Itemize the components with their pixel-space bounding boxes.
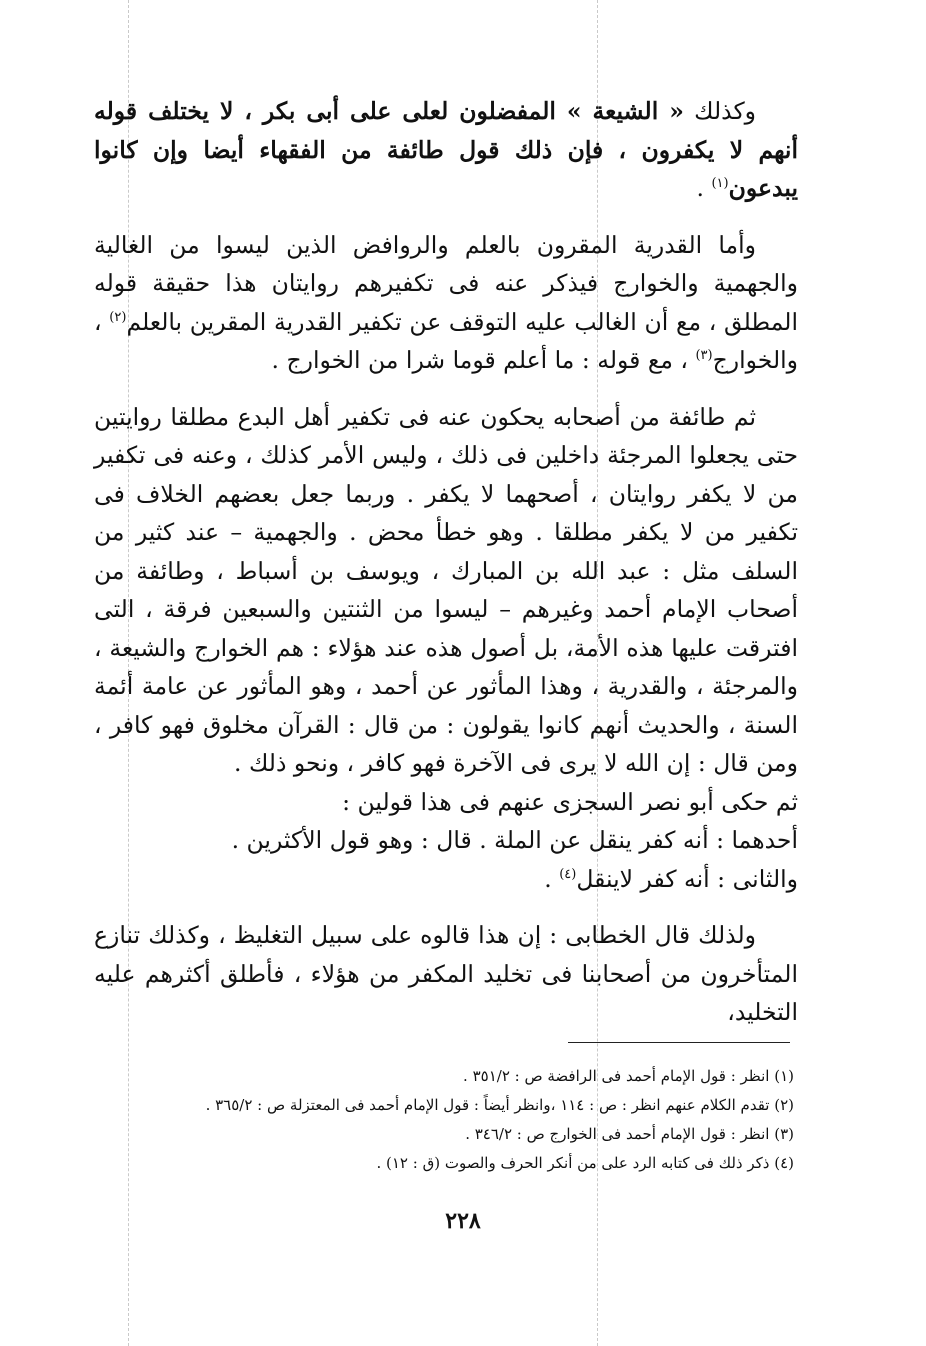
- footnote-ref-2[interactable]: (٢): [109, 309, 127, 325]
- footnote-ref-3[interactable]: (٣): [695, 348, 713, 364]
- paragraph-2-text-c: ، مع قوله : ما أعلم قوما شرا من الخوارج .: [271, 346, 696, 374]
- footnote-ref-1[interactable]: (١): [711, 176, 729, 192]
- paragraph-4-line-1: ثم حكى أبو نصر السجزى عنهم فى هذا قولين :: [342, 787, 798, 816]
- page-number: ٢٢٨: [445, 1208, 481, 1234]
- paragraph-5-text: ولذلك قال الخطابى : إن هذا قالوه على سبيل التغليظ ، وكذلك تنازع المتأخرون من أصحابنا فى تخليد المكفر من هؤلاء ، فأطلق أكثرهم عليه التخليد،: [94, 921, 798, 1026]
- paragraph-2: [94, 226, 798, 380]
- footnotes: [94, 1062, 794, 1178]
- paragraph-5: [94, 916, 798, 1032]
- paragraph-4: [94, 783, 798, 899]
- footnote-divider: [568, 1042, 790, 1043]
- main-text: [94, 92, 798, 1050]
- paragraph-1-tail: .: [696, 174, 712, 202]
- paragraph-4-line-2: أحدهما : أنه كفر ينقل عن الملة . قال : وهو قول الأكثرين .: [231, 826, 798, 854]
- paragraph-3-text: ثم طائفة من أصحابه يحكون عنه فى تكفير أهل البدع مطلقا روايتين حتى يجعلوا المرجئة داخلين فى ذلك ، وليس الأمر كذلك ، وعنه فى تكفير من لا يكفر روايتان ، أصحهما لا يكفر . وربما جعل بعضهم الخلاف فى تكفير من لا يكفر مطلقا . وهو خطأ محض . والجهمية – عند كثير من السلف مثل : عبد الله بن المبارك ، ويوسف بن أسباط ، وطائفة من أصحاب الإمام أحمد وغيرهم – ليسوا من الثنتين والسبعين فرقة ، التى افترقت عليها هذه الأمة، بل أصول هذه عند هؤلاء : هم الخوارج والشيعة ، والمرجئة ، والقدرية ، وهذا المأثور عن أحمد ، وهو المأثور عن عامة أئمة السنة ، والحديث أنهم كانوا يقولون : من قال : القرآن مخلوق فهو كافر ، ومن قال : إن الله لا يرى فى الآخرة فهو كافر ، ونحو ذلك .: [94, 402, 798, 777]
- footnote-3: (٣) انظر : قول الإمام أحمد فى الخوارج ص : ٣٤٦/٢ .: [465, 1125, 794, 1143]
- footnote-2: (٢) تقدم الكلام عنهم انظر : ص : ١١٤ ،وانظر أيضاً : قول الإمام أحمد فى المعتزلة ص : ٣٦٥/٢ .: [205, 1096, 794, 1114]
- paragraph-2-text-b: ، والخوارج: [94, 307, 798, 374]
- paragraph-3: [94, 398, 798, 783]
- term-shia: « الشيعة »: [566, 97, 684, 125]
- footnote-4: (٤) ذكر ذلك فى كتابه الرد على من أنكر الحرف والصوت (ق : ١٢) .: [376, 1154, 794, 1172]
- paragraph-1-text: المفضلون لعلى على أبى بكر ، لا يختلف قوله أنهم لا يكفرون ، فإن ذلك قول طائفة من الفقهاء أيضا وإن كانوا يبدعون: [94, 97, 798, 202]
- paragraph-4-line-3: والثانى : أنه كفر لاينقل: [576, 864, 798, 893]
- footnote-1: (١) انظر : قول الإمام أحمد فى الرافضة ص : ٣٥١/٢ .: [463, 1067, 794, 1085]
- paragraph-2-text-a: وأما القدرية المقرون بالعلم والروافض الذين ليسوا من الغالية والجهمية والخوارج فيذكر عنه فى تكفيرهم روايتان هذا حقيقة قوله المطلق ، مع أن الغالب عليه التوقف عن تكفير القدرية المقرين بالعلم: [94, 230, 798, 336]
- paragraph-1-start: وكذلك: [683, 97, 756, 125]
- paragraph-1: [94, 92, 798, 208]
- paragraph-4-line-3-tail: .: [544, 864, 560, 893]
- footnote-ref-4[interactable]: (٤): [559, 866, 577, 882]
